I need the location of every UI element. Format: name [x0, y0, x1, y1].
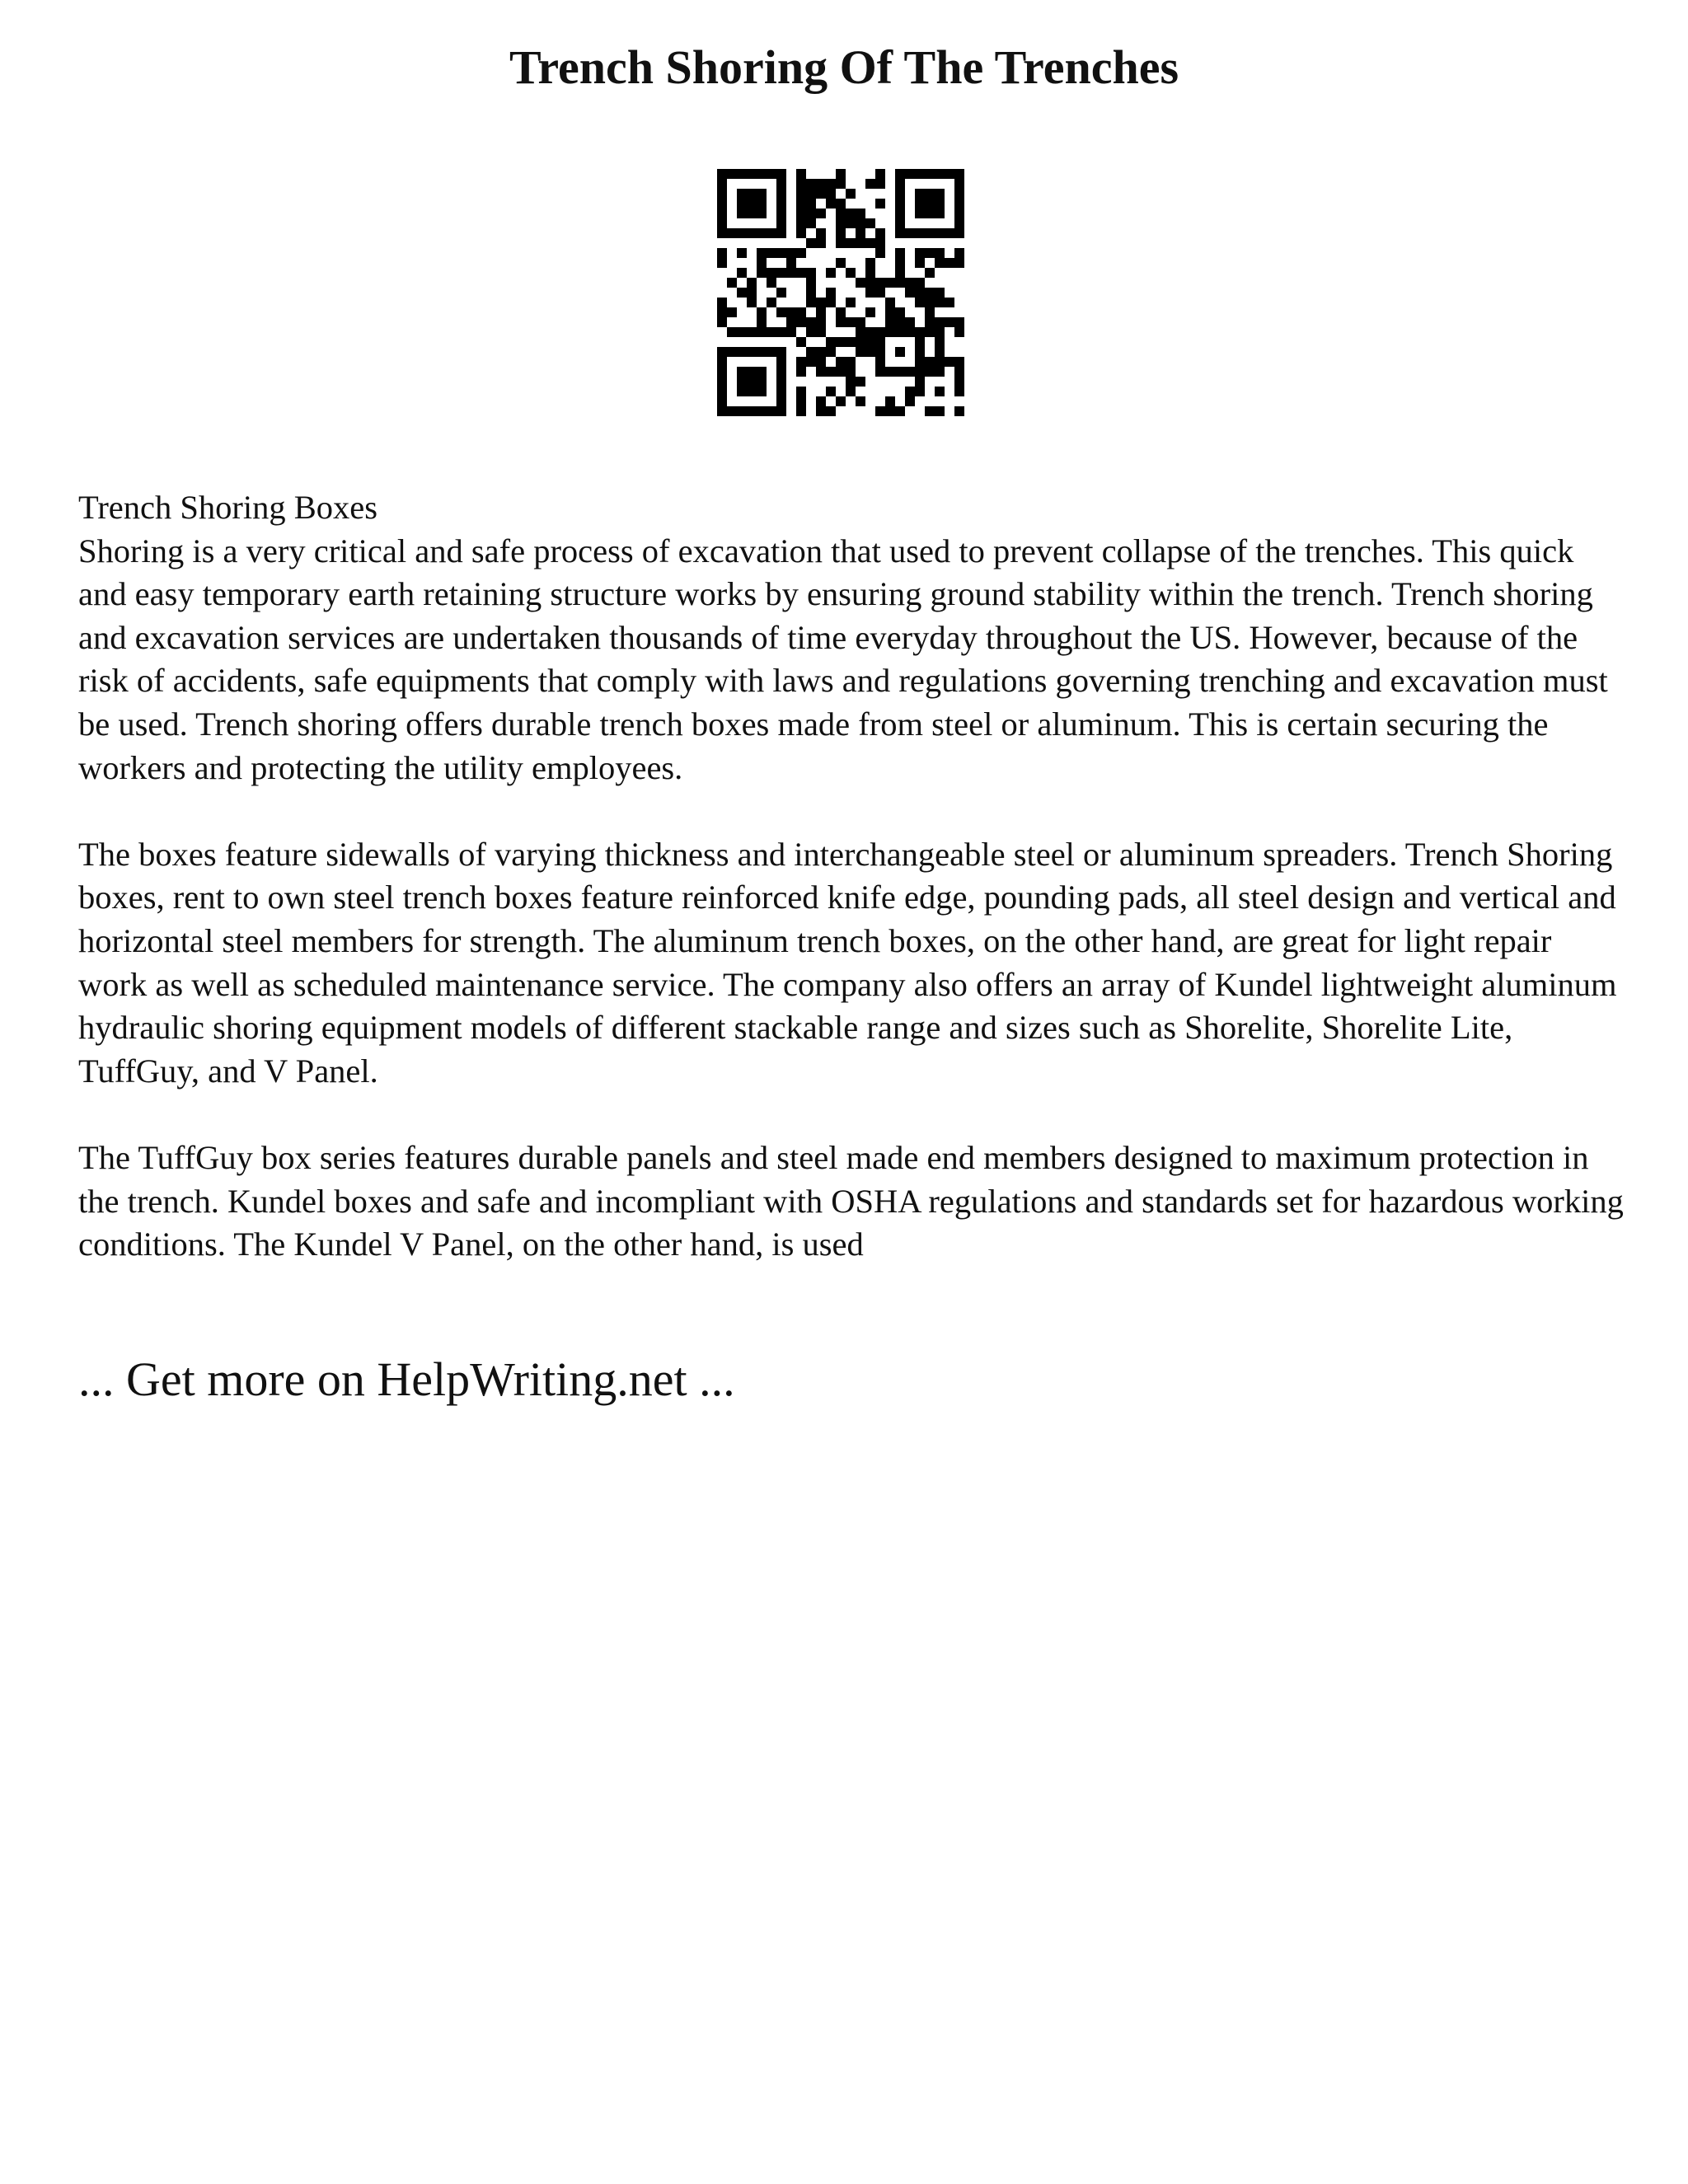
- get-more-link[interactable]: ... Get more on HelpWriting.net ...: [78, 1352, 735, 1406]
- paragraph-1: [78, 486, 1628, 790]
- paragraph-2: The boxes feature sidewalls of varying thickness and interchangeable steel or aluminum spreaders. Trench Shoring boxes, rent to own steel trench boxes feature reinforced knife edge, pounding pads, all steel design and vertical and horizontal steel members for strength. The aluminum trench boxes, on the other hand, are great for light repair work as well as scheduled maintenance service. The company also offers an array of Kundel lightweight aluminum hydraulic shoring equipment models of different stackable range and sizes such as Shorelite, Shorelite Lite, TuffGuy, and V Panel.: [78, 835, 1617, 1090]
- document-title: Trench Shoring Of The Trenches: [509, 40, 1179, 94]
- section-subheading: Trench Shoring Boxes: [78, 489, 378, 526]
- paragraph-3: The TuffGuy box series features durable panels and steel made end members designed to maximum protection in the trench. Kundel boxes and safe and incompliant with OSHA regulations and standards set for hazardous working conditions. The Kundel V Panel, on the other hand, is used: [78, 1138, 1624, 1263]
- qr-code-icon: [717, 169, 964, 416]
- document-body: [78, 486, 1628, 1310]
- paragraph-1-text: Shoring is a very critical and safe process of excavation that used to prevent collapse of the trenches. This quick and easy temporary earth retaining structure works by ensuring ground stability within the trench. Trench shoring and excavation services are undertaken thousands of time everyday throughout the US. However, because of the risk of accidents, safe equipments that comply with laws and regulations governing trenching and excavation must be used. Trench shoring offers durable trench boxes made from steel or aluminum. This is certain securing the workers and protecting the utility employees.: [78, 532, 1608, 786]
